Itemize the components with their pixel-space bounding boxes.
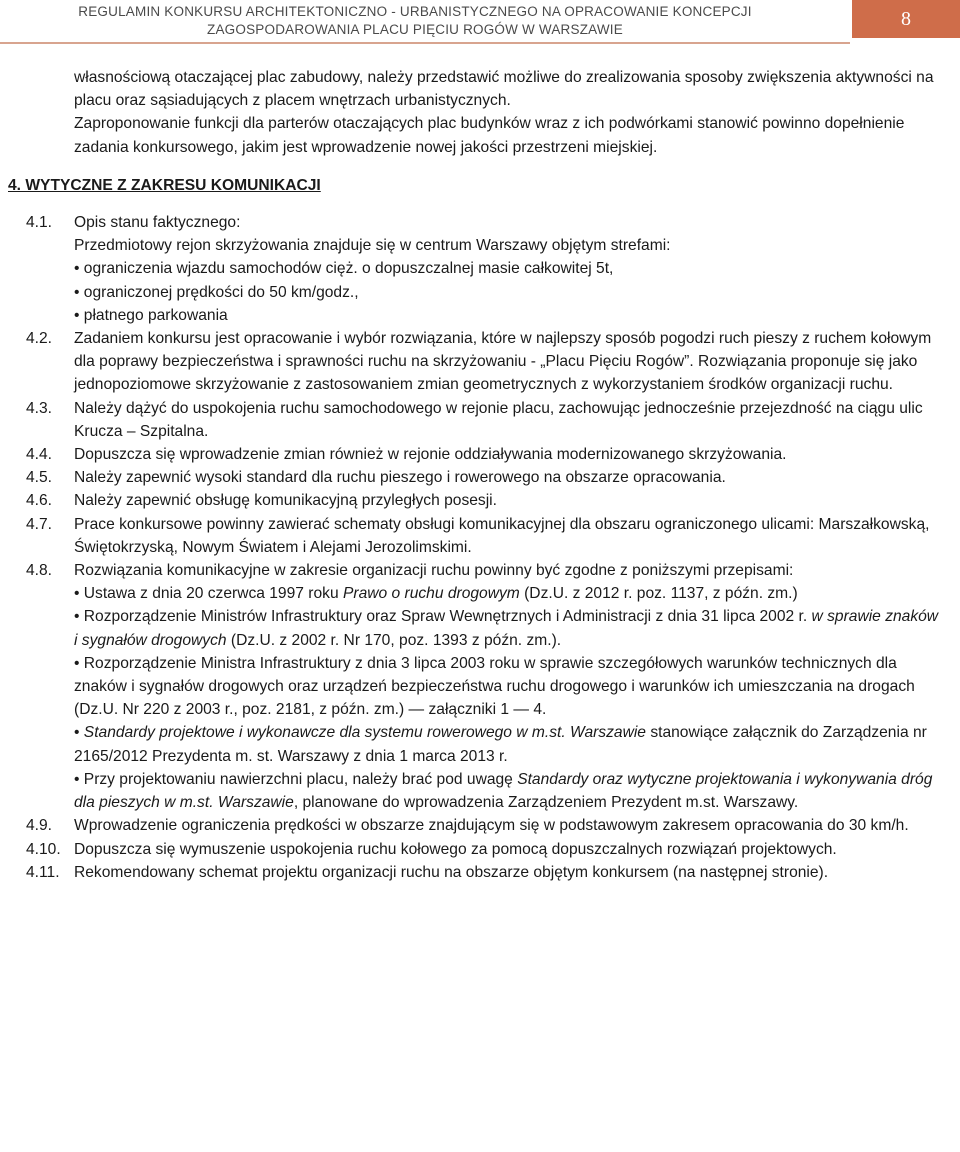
document-title [0,3,830,39]
item-4-4 [0,443,940,466]
item-text: Wprowadzenie ograniczenia prędkości w obszarze znajdującym się w podstawowym zakresem opracowania do 30 km/h. [74,817,909,835]
item-number: 4.3. [26,399,53,417]
item-4-7 [0,513,940,559]
item-4-3 [0,397,940,443]
header-line-1: REGULAMIN KONKURSU ARCHITEKTONICZNO - URBANISTYCZNEGO NA OPRACOWANIE KONCEPCJI [78,4,752,19]
document-body [0,66,960,884]
regulation-title: Prawo o ruchu drogowym [342,585,520,603]
regulation-text: , planowane do wprowadzenia Zarządzeniem Prezydent m.st. Warszawy. [293,794,799,812]
item-text: Przedmiotowy rejon skrzyżowania znajduje się w centrum Warszawy objętym strefami: [74,237,671,255]
intro-paragraph-2: Zaproponowanie funkcji dla parterów otaczających plac budynków wraz z ich podwórkami stanowić powinno dopełnienie zadania konkursowego, jakim jest wprowadzenie nowej jakości przestrzeni miejskiej. [74,115,905,156]
regulation-text: stanowiące załącznik do Zarządzenia nr 2165/2012 Prezydenta m. st. Warszawy z dnia 1 marca 2013 r. [74,724,927,765]
regulation-title: w sprawie znaków i sygnałów drogowych [74,608,939,649]
item-number: 4.10. [26,840,61,858]
regulation-title: Standardy oraz wytyczne projektowania i wykonywania dróg dla pieszych w m.st. Warszawie [74,770,933,812]
item-4-8 [0,559,940,814]
item-text: Należy dążyć do uspokojenia ruchu samochodowego w rejonie placu, zachowując jednocześnie przejezdność na ciągu ulic Krucza – Szpitalna. [74,399,923,440]
item-number: 4.6. [26,492,53,510]
item-4-1 [0,211,940,327]
regulation-text: • [74,724,84,742]
regulation-title: Standardy projektowe i wykonawcze dla systemu rowerowego w m.st. Warszawie [83,724,646,742]
item-text: Rozwiązania komunikacyjne w zakresie organizacji ruchu powinny być zgodne z poniższymi przepisami: [74,562,794,580]
intro-paragraph-1: własnościową otaczającej plac zabudowy, należy przedstawić możliwe do zrealizowania sposoby zwiększenia aktywności na placu oraz sąsiadujących z placem wnętrzach urbanistycznych. [74,69,934,110]
regulation-text: • Przy projektowaniu nawierzchni placu, należy brać pod uwagę [74,770,518,788]
item-number: 4.1. [26,214,53,232]
regulation-5 [74,768,940,814]
regulation-text: (Dz.U. z 2002 r. Nr 170, poz. 1393 z późn. zm.). [226,631,562,649]
item-4-6 [0,489,940,512]
item-text: Należy zapewnić wysoki standard dla ruchu pieszego i rowerowego na obszarze opracowania. [74,469,726,487]
regulation-text: (Dz.U. z 2012 r. poz. 1137, z późn. zm.) [519,585,798,603]
header-line-2: ZAGOSPODAROWANIA PLACU PIĘCIU ROGÓW W WARSZAWIE [207,22,623,37]
regulation-2 [74,605,940,651]
list-item: • płatnego parkowania [74,306,228,324]
regulation-1 [74,582,940,605]
item-number: 4.9. [26,817,53,835]
item-text: Dopuszcza się wprowadzenie zmian również w rejonie oddziaływania modernizowanego skrzyżowania. [74,446,787,464]
list-item: • ograniczonej prędkości do 50 km/godz., [74,283,359,301]
page-header [0,0,960,44]
section-heading: 4. WYTYCZNE Z ZAKRESU KOMUNIKACJI [8,176,321,194]
regulation-3: • Rozporządzenie Ministra Infrastruktury z dnia 3 lipca 2003 roku w sprawie szczegółowych warunków technicznych dla znaków i sygnałów drogowych oraz urządzeń bezpieczeństwa ruchu drogowego i warunków ich umieszczania na drogach (Dz.U. Nr 220 z 2003 r., poz. 2181, z późn. zm.) — załączniki 1 — 4. [74,654,915,719]
item-number: 4.7. [26,515,53,533]
item-4-5 [0,466,940,489]
item-text: Należy zapewnić obsługę komunikacyjną przyległych posesji. [74,492,497,510]
item-text: Zadaniem konkursu jest opracowanie i wybór rozwiązania, które w najlepszy sposób pogodzi ruch pieszy z ruchem kołowym dla poprawy bezpieczeństwa i sprawności ruchu na skrzyżowaniu - „Placu Pięciu Rogów”. Rozwiązania proponuje się jako jednopoziomowe skrzyżowanie z zastosowaniem zmian geometrycznych z wykorzystaniem środków organizacji ruchu. [74,330,932,394]
item-number: 4.5. [26,469,53,487]
item-4-2 [0,327,940,397]
item-number: 4.2. [26,330,53,348]
header-divider [0,42,850,44]
list-item: • ograniczenia wjazdu samochodów cięż. o dopuszczalnej masie całkowitej 5t, [74,260,614,278]
item-4-10 [0,838,940,861]
item-title: Opis stanu faktycznego: [74,214,241,232]
item-text: Prace konkursowe powinny zawierać schematy obsługi komunikacyjnej dla obszaru ograniczonego ulicami: Marszałkowską, Świętokrzyską, Nowym Światem i Alejami Jerozolimskimi. [74,515,930,556]
item-text: Dopuszcza się wymuszenie uspokojenia ruchu kołowego za pomocą dopuszczalnych rozwiązań projektowych. [74,840,837,858]
item-number: 4.4. [26,446,53,464]
item-number: 4.8. [26,562,53,580]
regulation-text: • Rozporządzenie Ministrów Infrastruktury oraz Spraw Wewnętrznych i Administracji z dnia 31 lipca 2002 r. [74,608,812,626]
item-4-11 [0,861,940,884]
item-4-9 [0,814,940,837]
regulation-4 [74,721,940,767]
item-number: 4.11. [26,863,60,881]
page-number: 8 [852,0,960,38]
item-text: Rekomendowany schemat projektu organizacji ruchu na obszarze objętym konkursem (na następnej stronie). [74,863,829,881]
regulation-text: • Ustawa z dnia 20 czerwca 1997 roku [74,585,343,603]
